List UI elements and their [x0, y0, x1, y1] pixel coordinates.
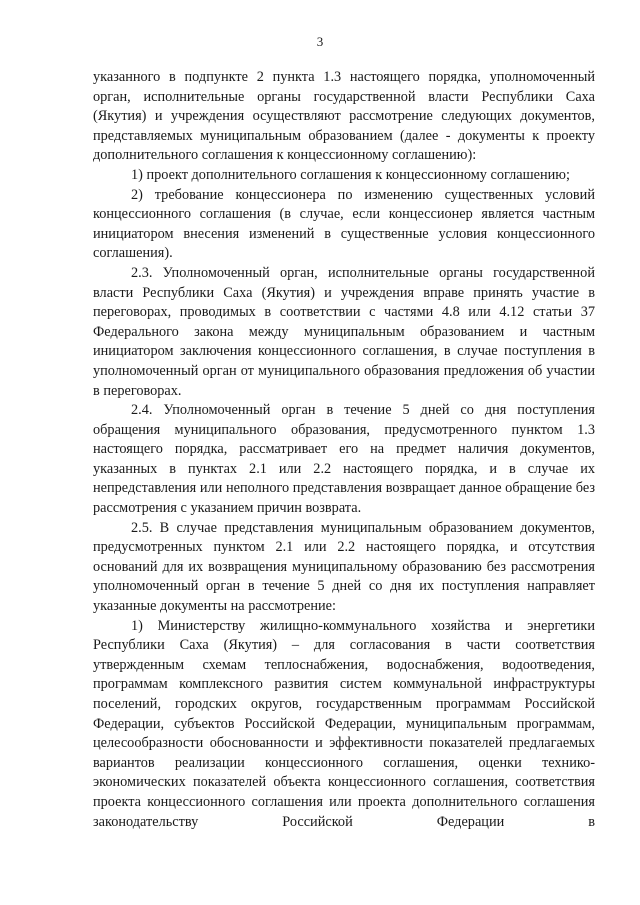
paragraph-item-2: 2) требование концессионера по изменению существенных условий концессионного соглашения (в случае, если концессионер является частным инициатором внесения изменений в существенные условия концессионного соглашения). — [93, 186, 595, 262]
paragraph-2-4: 2.4. Уполномоченный орган в течение 5 дней со дня поступления обращения муниципального образования, предусмотренного пунктом 1.3 настоящего порядка, рассматривает его на предмет наличия документов, указанных в пунктах 2.1 или 2.2 настоящего порядка, и в случае их непредставления или неполного представления возвращает данное обращение без рассмотрения с указанием причин возврата. — [93, 402, 595, 517]
paragraph-2-5: 2.5. В случае представления муниципальным образованием документов, предусмотренных пунктом 2.1 или 2.2 настоящего порядка, и отсутствия оснований для их возвращения муниципальному образованию без рассмотрения уполномоченный орган в течение 5 дней со дня их поступления направляет указанные документы на рассмотрение: — [93, 519, 595, 615]
paragraph-item-1: 1) проект дополнительного соглашения к концессионному соглашению; — [131, 166, 570, 183]
paragraph-intro-continuation: указанного в подпункте 2 пункта 1.3 настоящего порядка, уполномоченный орган, исполнительные органы государственной власти Республики Саха (Якутия) и учреждения осуществляют рассмотрение следующих документов, представляемых муниципальным образованием (далее - документы к проекту дополнительного соглашения к концессионному соглашению): — [93, 69, 595, 164]
paragraph-2-5-item-1: 1) Министерству жилищно-коммунального хозяйства и энергетики Республики Саха (Якутия) – для согласования в части соответствия утвержденным схемам теплоснабжения, водоснабжения, водоотведения, программам комплексного развития систем коммунальной инфраструктуры поселений, городских округов, государственным программам Российской Федерации, субъектов Российской Федерации, муниципальным программам, целесообразности обоснованности и эффективности показателей предлагаемых вариантов реализации концессионного соглашения, оценки технико-экономических показателей объекта концессионного соглашения, соответствия проекта концессионного соглашения или проекта дополнительного соглашения законодательству Российской Федерации в — [93, 617, 595, 830]
page-number: 3 — [316, 34, 324, 49]
document-body — [93, 68, 595, 832]
paragraph-2-3: 2.3. Уполномоченный орган, исполнительные органы государственной власти Республики Саха (Якутия) и учреждения вправе принять участие в переговорах, проводимых в соответствии с частями 4.8 или 4.12 статьи 37 Федерального закона между муниципальным образованием и частным инициатором заключения концессионного соглашения, в случае поступления в уполномоченный орган от муниципального образования предложения об участии в переговорах. — [93, 264, 595, 399]
